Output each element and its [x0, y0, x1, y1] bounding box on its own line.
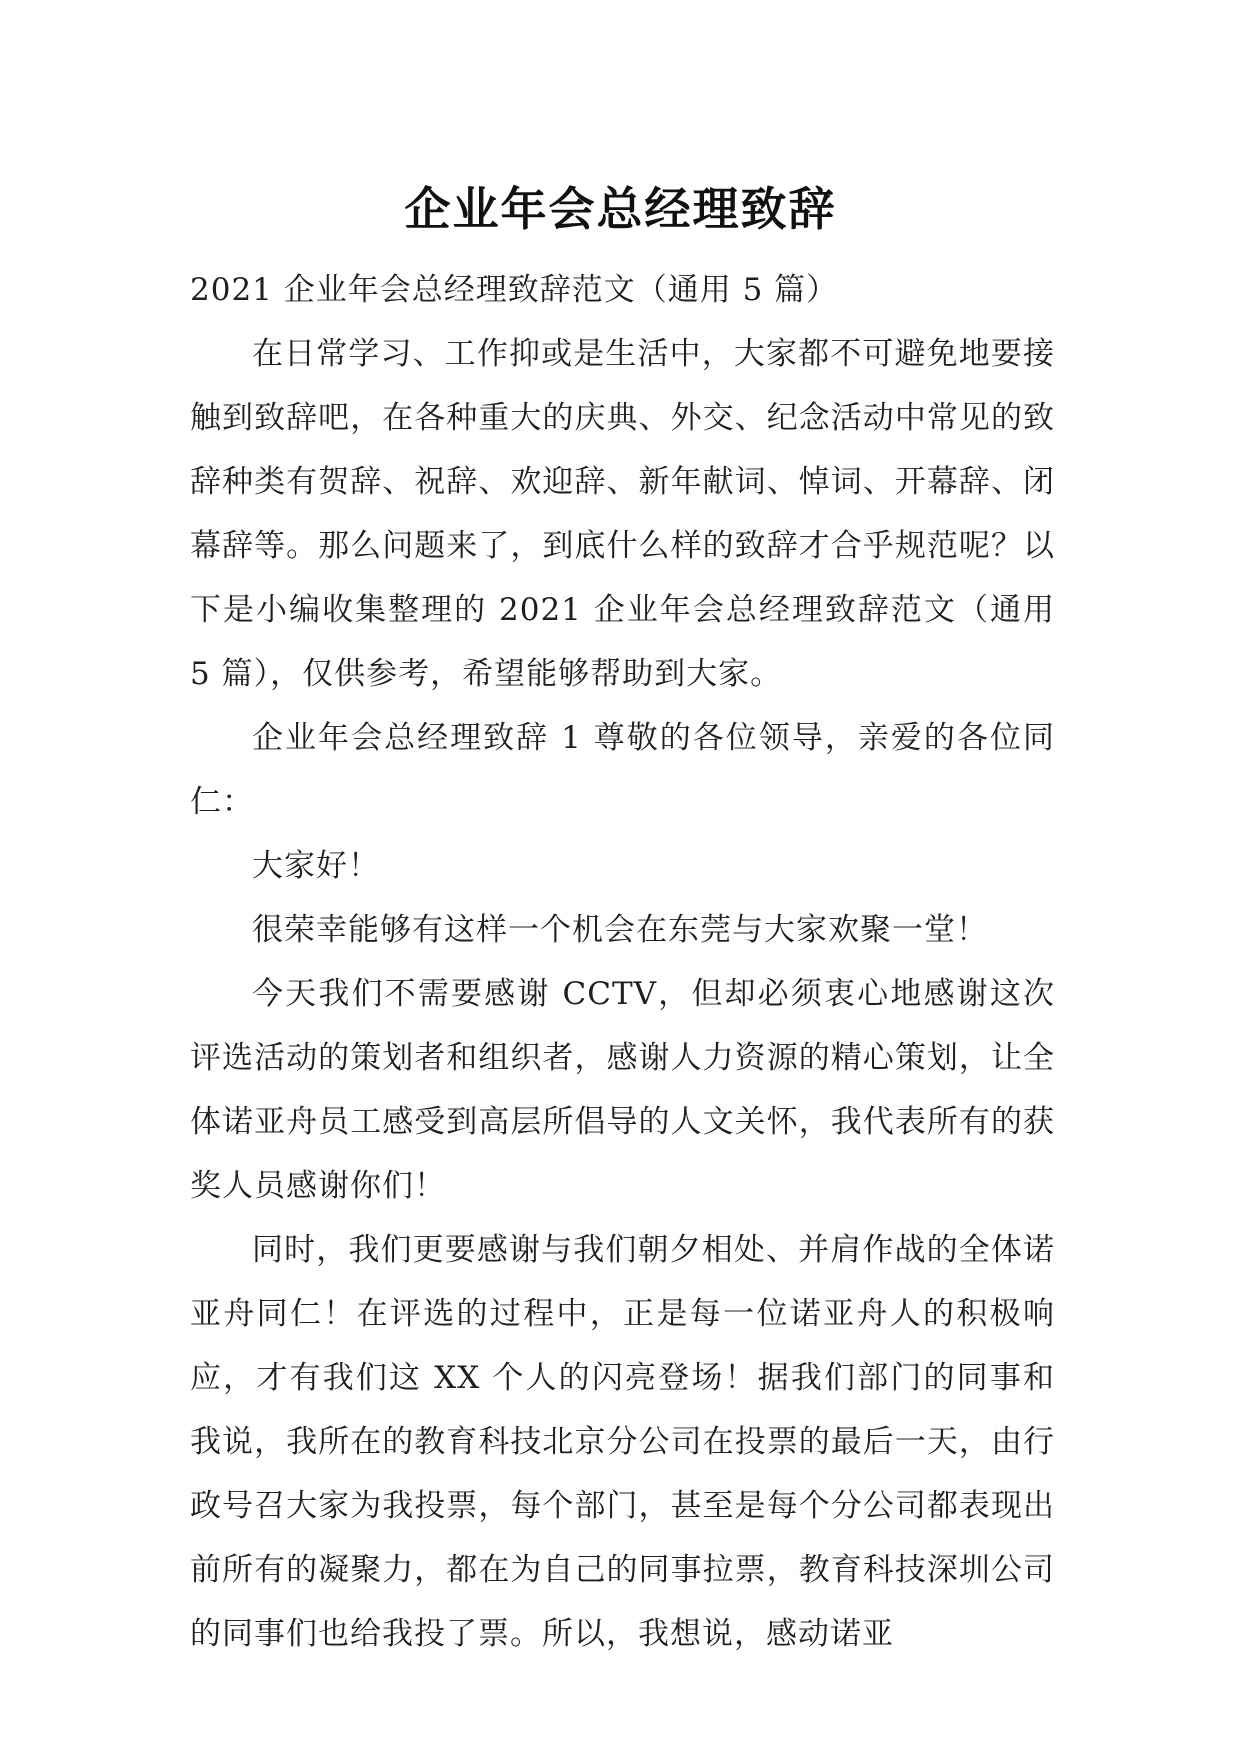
paragraph-salutation: 企业年会总经理致辞 1 尊敬的各位领导，亲爱的各位同仁： [190, 720, 1055, 820]
paragraph-honored: 很荣幸能够有这样一个机会在东莞与大家欢聚一堂！ [252, 912, 988, 948]
paragraph-intro: 在日常学习、工作抑或是生活中，大家都不可避免地要接触到致辞吧，在各种重大的庆典、外交、纪念活动中常见的致辞种类有贺辞、祝辞、欢迎辞、新年献词、悼词、开幕辞、闭幕辞等。那么问题来了，到底什么样的致辞才合乎规范呢？以下是小编收集整理的 2021 企业年会总经理致辞范文（通用 5 篇），仅供参考，希望能够帮助到大家。 [190, 336, 1055, 692]
document-title: 企业年会总经理致辞 [404, 181, 837, 236]
paragraph-thanks-colleagues: 同时，我们更要感谢与我们朝夕相处、并肩作战的全体诺亚舟同仁！在评选的过程中，正是每一位诺亚舟人的积极响应，才有我们这 XX 个人的闪亮登场！据我们部门的同事和我说，我所在的教育科技北京分公司在投票的最后一天，由行政号召大家为我投票，每个部门，甚至是每个分公司都表现出前所有的凝聚力，都在为自己的同事拉票，教育科技深圳公司的同事们也给我投了票。所以，我想说，感动诺亚 [190, 1232, 1055, 1652]
paragraph-greeting: 大家好！ [252, 848, 380, 884]
paragraph-thanks-organizers: 今天我们不需要感谢 CCTV，但却必须衷心地感谢这次评选活动的策划者和组织者，感谢人力资源的精心策划，让全体诺亚舟员工感受到高层所倡导的人文关怀，我代表所有的获奖人员感谢你们！ [190, 976, 1055, 1204]
document-subtitle: 2021 企业年会总经理致辞范文（通用 5 篇） [190, 272, 839, 308]
document-body [190, 258, 1055, 1666]
